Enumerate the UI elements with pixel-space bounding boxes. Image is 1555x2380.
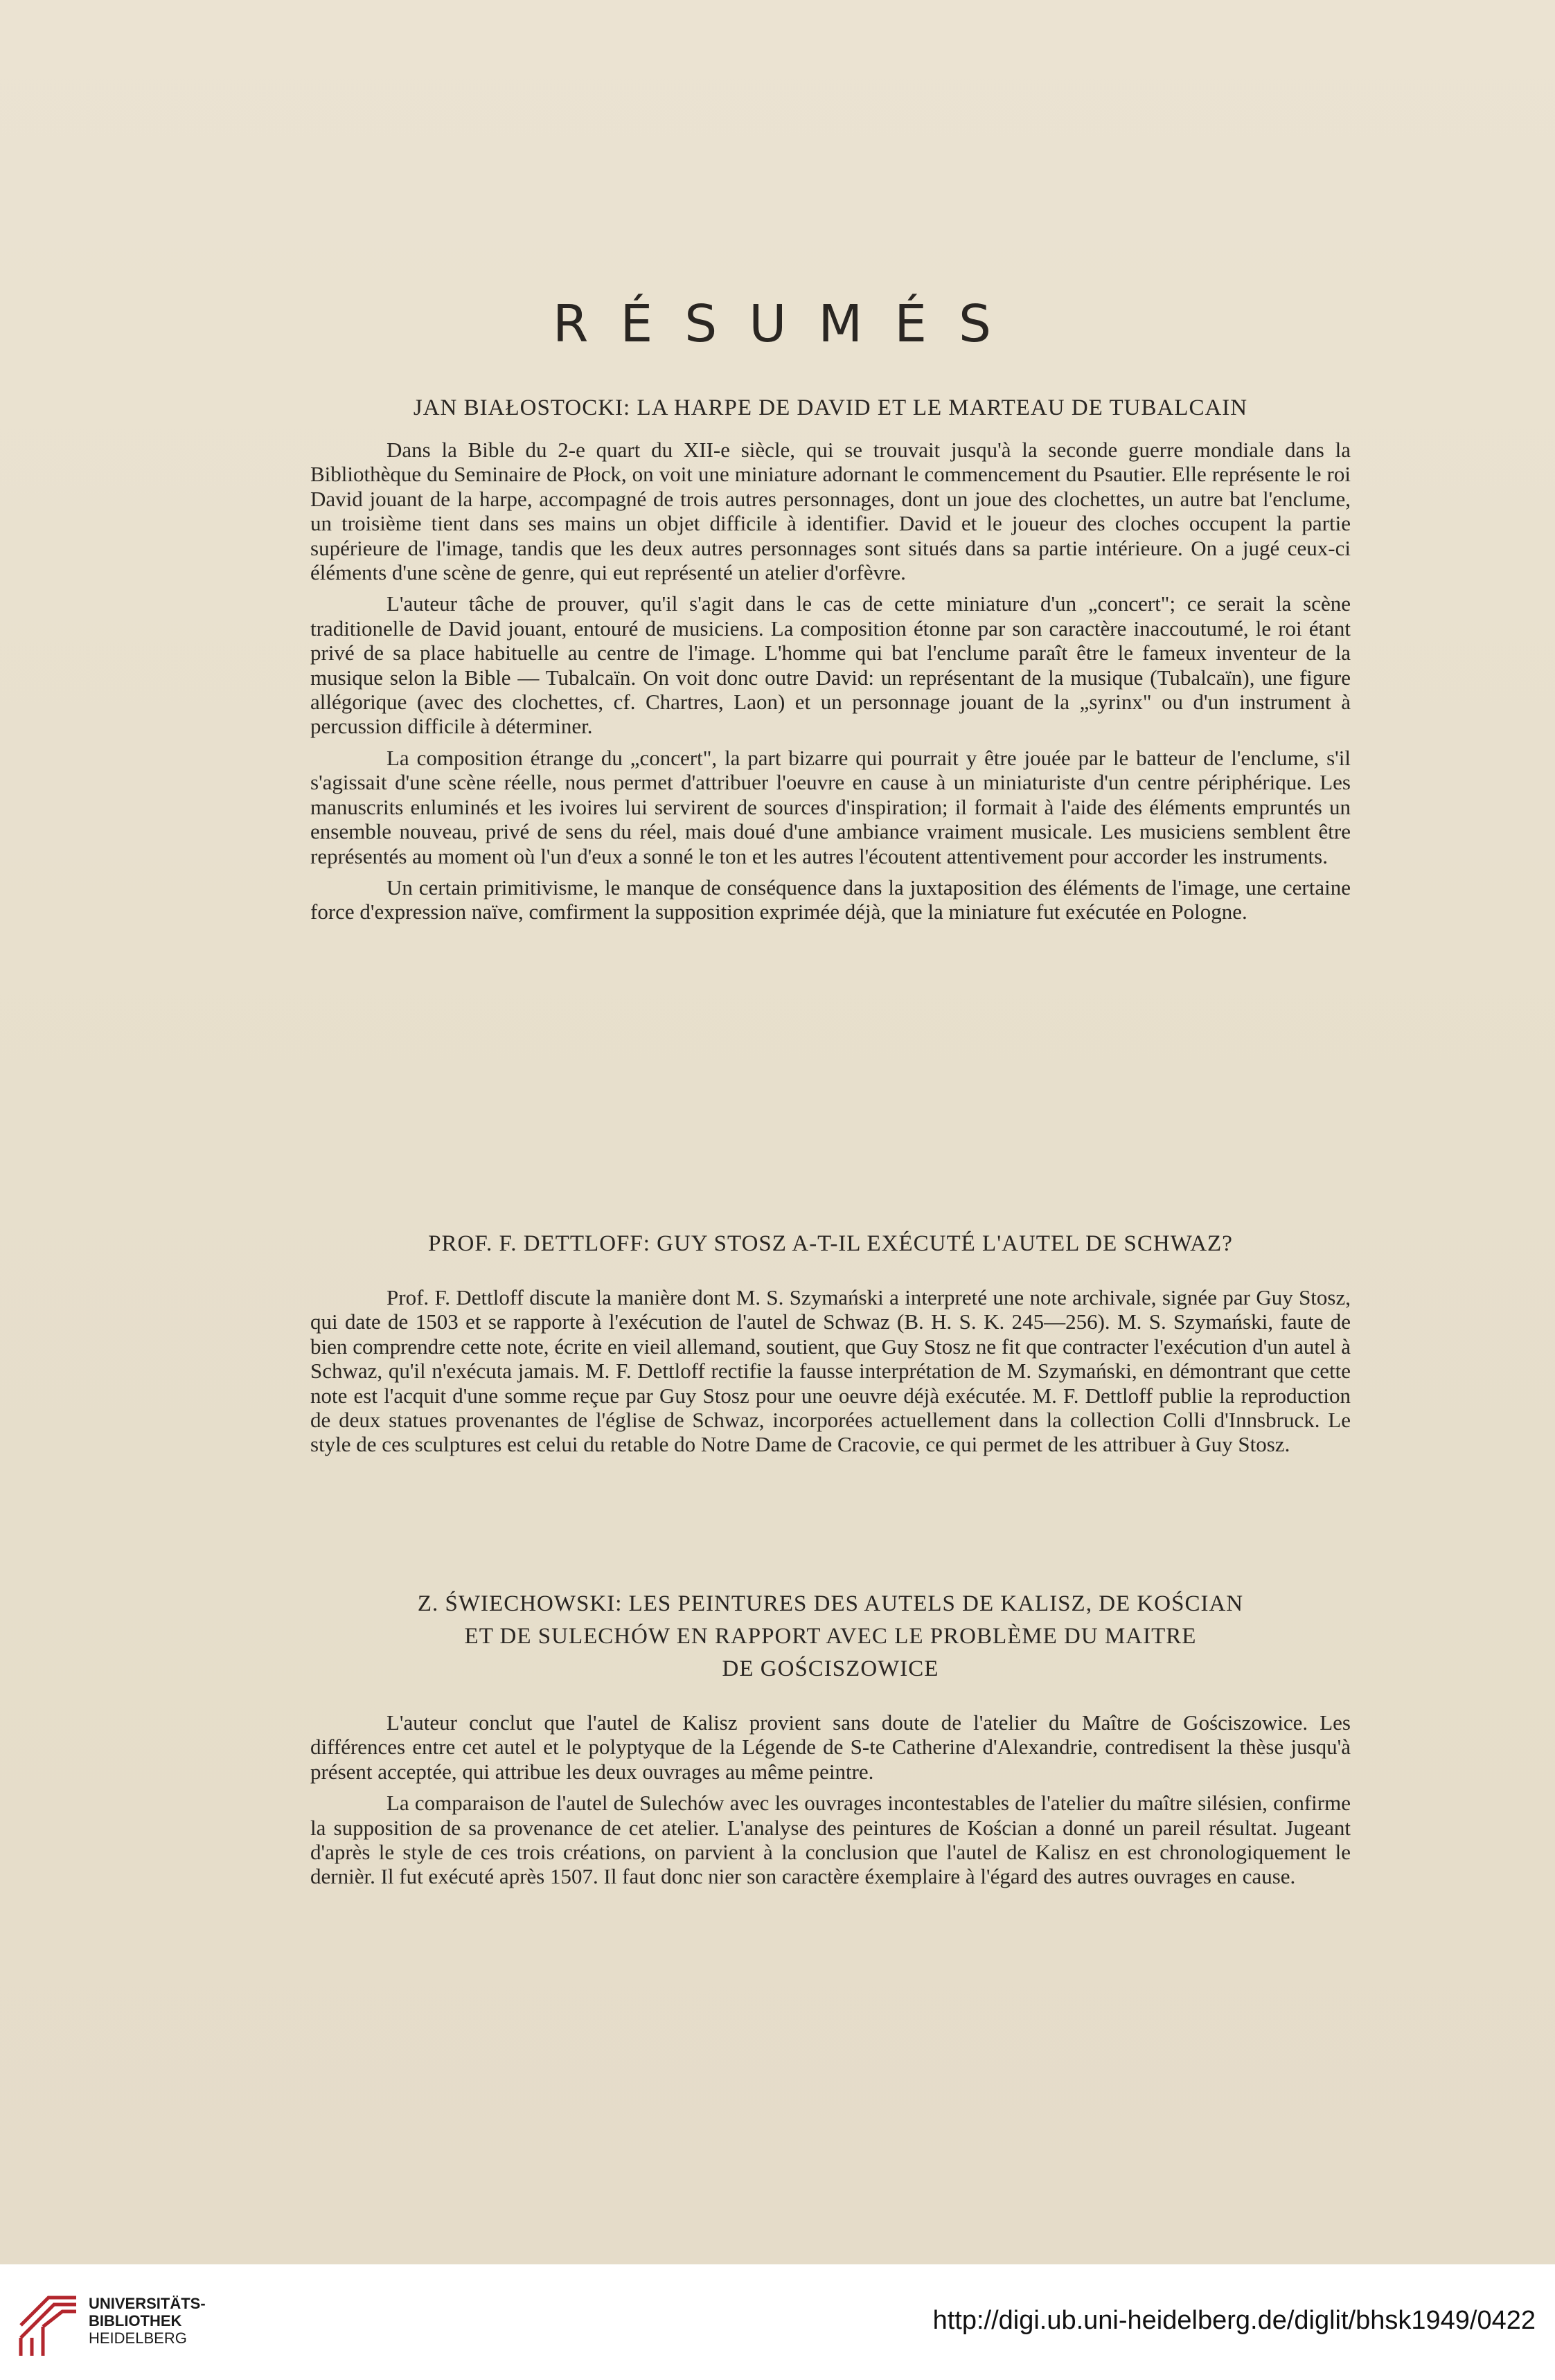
paragraph: Prof. F. Dettloff discute la manière dont M. S. Szymański a interpreté une note archivale, signée par Guy Stosz, qui date de 1503 et se rapporte à l'exécution de l'autel de Schwaz (B. H. S. K. 245—256). M. S. Szymański, faute de bien comprendre cette note, écrite en vieil allemand, soutient, que Guy Stosz ne fit que contracter l'exécution d'un autel à Schwaz, qu'il n'exécuta jamais. M. F. Dettloff rectifie la fausse interprétation de M. Szymański, en démontrant que cette note est l'acquit d'une somme reçue par Guy Stosz pour une oeuvre déjà exécutée. M. F. Dettloff publie la reproduction de deux statues provenantes de l'église de Schwaz, incorporées actuellement dans la collection Colli d'Innsbruck. Le style de ces sculptures est celui du retable do Notre Dame de Cracovie, ce qui permet de les attribuer à Guy Stosz. (310, 1285, 1351, 1457)
library-line: HEIDELBERG (89, 2329, 187, 2347)
section-heading-swiechowski (310, 1588, 1351, 1685)
paragraph: L'auteur conclut que l'autel de Kalisz provient sans doute de l'atelier du Maître de Gościszowice. Les différences entre cet autel et le polyptyque de la Légende de S-te Catherine d'Alexandrie, contredisent la thèse jusqu'à présent acceptée, qui attribue les deux ouvrages au même peintre. (310, 1710, 1351, 1784)
section-body-swiechowski (310, 1710, 1351, 1896)
section-heading-dettloff: PROF. F. DETTLOFF: GUY STOSZ A-T-IL EXÉCUTÉ L'AUTEL DE SCHWAZ? (428, 1231, 1233, 1256)
paragraph: L'auteur tâche de prouver, qu'il s'agit dans le cas de cette miniature d'un „concert"; ce serait la scène traditionelle de David jouant, entouré de musiciens. La composition étonne par son caractère inaccoutumé, le roi étant privé de sa place habituelle au centre de l'image. L'homme qui bat l'enclume paraît être le fameux inventeur de la musique selon la Bible — Tubalcaïn. On voit donc outre David: un représentant de la musique (Tubalcaïn), une figure allégorique (avec des clochettes, cf. Chartres, Laon) et un personnage jouant de la „syrinx" ou d'un instrument à percussion difficile à déterminer. (310, 591, 1351, 739)
library-line: BIBLIOTHEK (89, 2312, 182, 2329)
heading-line: DE GOŚCISZOWICE (722, 1656, 939, 1681)
permalink-url[interactable]: http://digi.ub.uni-heidelberg.de/diglit/bhsk1949/0422 (932, 2306, 1536, 2335)
section-body-bialostocki (310, 438, 1351, 931)
library-line: UNIVERSITÄTS- (89, 2295, 206, 2312)
page-title: RÉSUMÉS (553, 294, 1023, 354)
section-body-dettloff (310, 1285, 1351, 1464)
paragraph: La composition étrange du „concert", la part bizarre qui pourrait y être jouée par le batteur de l'enclume, s'il s'agissait d'une scène réelle, nous permet d'attribuer l'oeuvre en cause à un miniaturiste d'un centre périphérique. Les manuscrits enluminés et les ivoires lui servirent de sources d'inspiration; il formait à l'aide des éléments empruntés un ensemble nouveau, privé de sens du réel, mais doué d'une ambiance vraiment musicale. Les musiciens semblent être représentés au moment où l'un d'eux a sonné le ton et les autres l'écoutent attentivement pour accorder les instruments. (310, 745, 1351, 868)
library-name (89, 2295, 206, 2347)
footer-bar (0, 2264, 1555, 2380)
paragraph: Un certain primitivisme, le manque de conséquence dans la juxtaposition des éléments de l'image, une certaine force d'expression naïve, comfirment la supposition exprimée déjà, que la miniature fut exécutée en Pologne. (310, 875, 1351, 924)
heading-line: ET DE SULECHÓW EN RAPPORT AVEC LE PROBLÈME DU MAITRE (464, 1624, 1197, 1649)
heading-line: Z. ŚWIECHOWSKI: LES PEINTURES DES AUTELS DE KALISZ, DE KOŚCIAN (417, 1591, 1244, 1616)
university-library-logo-icon (15, 2284, 82, 2360)
paragraph: Dans la Bible du 2-e quart du XII-e siècle, qui se trouvait jusqu'à la seconde guerre mondiale dans la Bibliothèque du Seminaire de Płock, on voit une miniature adornant le commencement du Psautier. Elle représente le roi David jouant de la harpe, accompagné de trois autres personnages, dont un joue des clochettes, un autre bat l'enclume, un troisième tient dans ses mains un objet difficile à identifier. David et le joueur des cloches occupent la partie supérieure de l'image, tandis que les deux autres personnages sont situés dans sa partie intérieure. On a jugé ceux-ci éléments d'une scène de genre, qui eut représenté un atelier d'orfèvre. (310, 438, 1351, 585)
section-heading-bialostocki: JAN BIAŁOSTOCKI: LA HARPE DE DAVID ET LE MARTEAU DE TUBALCAIN (413, 395, 1248, 420)
paragraph: La comparaison de l'autel de Sulechów avec les ouvrages incontestables de l'atelier du maître silésien, confirme la supposition de sa provenance de cet atelier. L'analyse des peintures de Kościan a donné un pareil résultat. Jugeant d'après le style de ces trois créations, on parvient à la conclusion que l'autel de Kalisz en est chronologiquement le dernièr. Il fut exécuté après 1507. Il faut donc nier son caractère éxemplaire à l'égard des autres ouvrages en cause. (310, 1791, 1351, 1889)
